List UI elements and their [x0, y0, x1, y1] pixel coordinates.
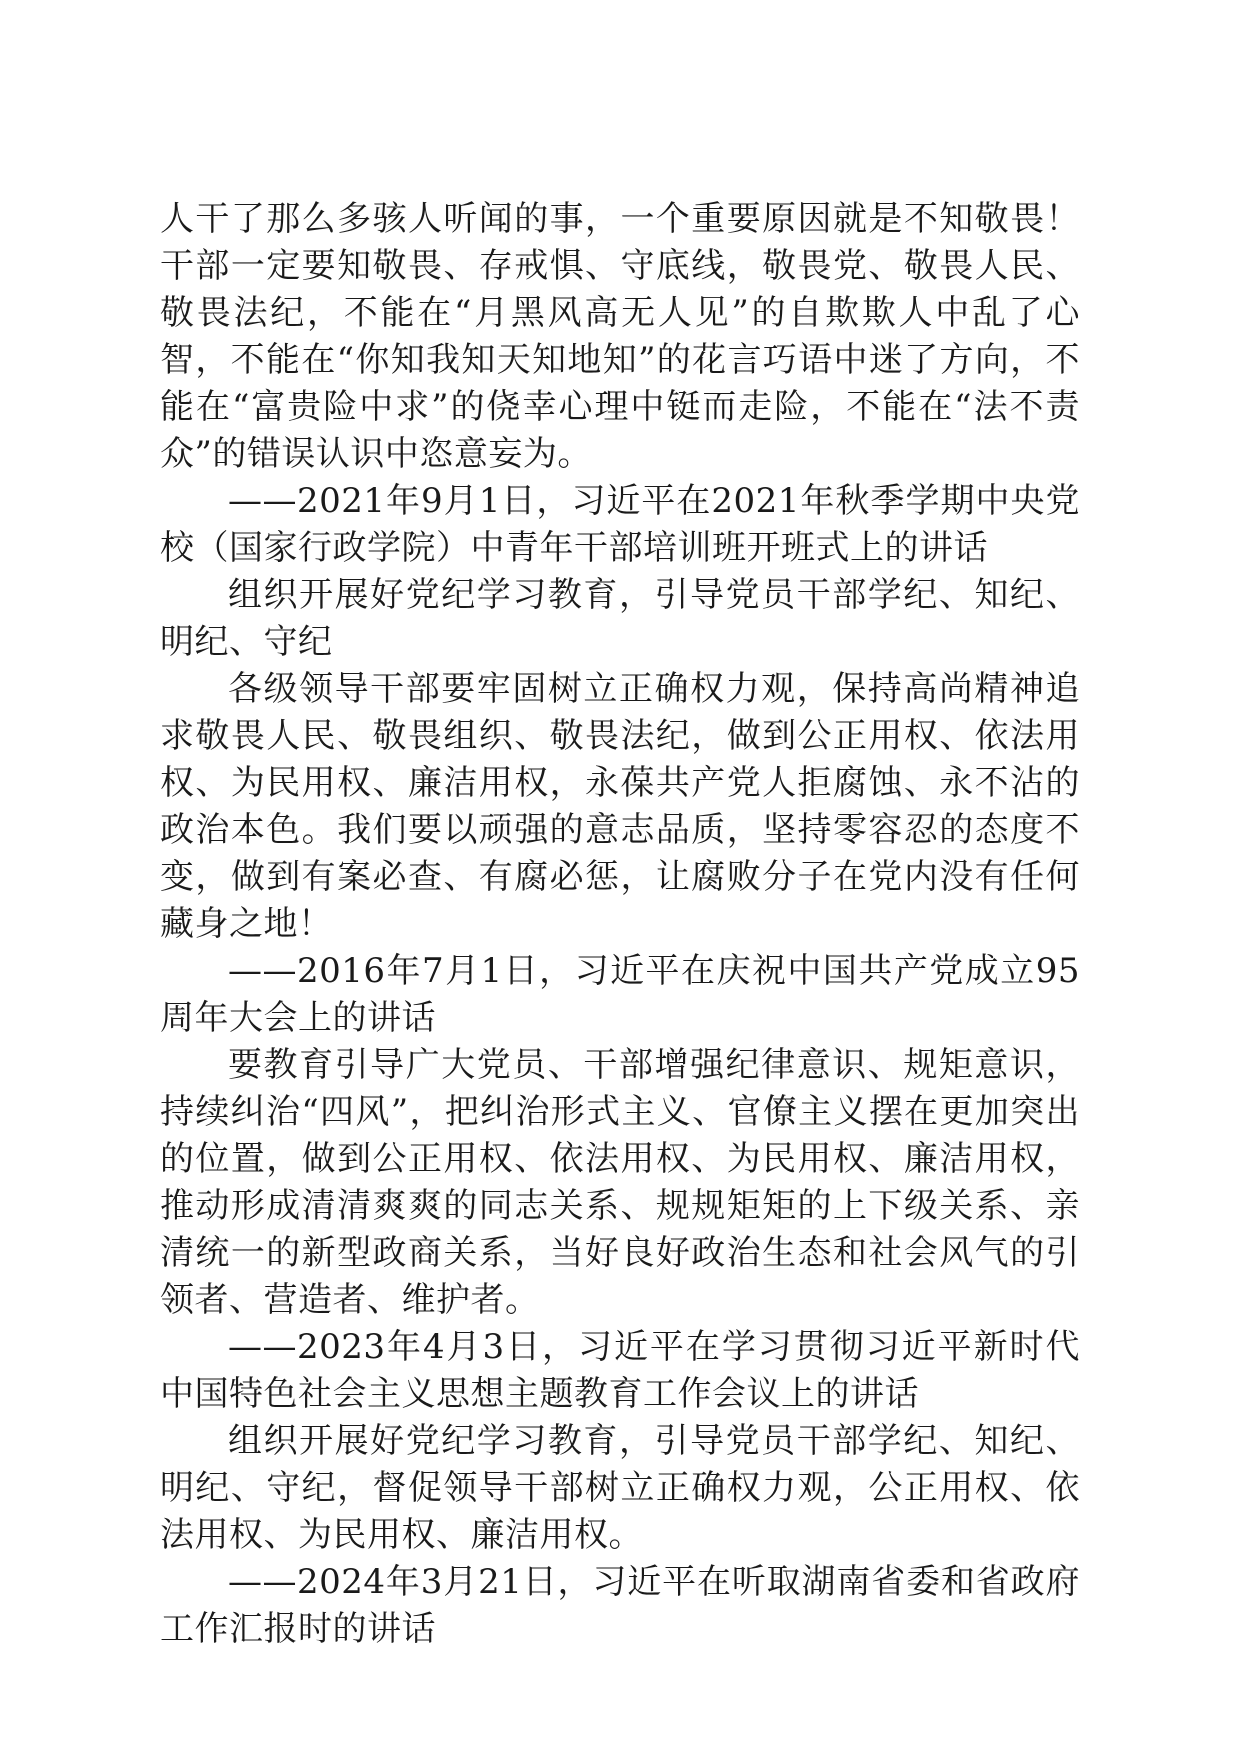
- paragraph: 各级领导干部要牢固树立正确权力观，保持高尚精神追求敬畏人民、敬畏组织、敬畏法纪，做到公正用权、依法用权、为民用权、廉洁用权，永葆共产党人拒腐蚀、永不沾的政治本色。我们要以顽强的意志品质，坚持零容忍的态度不变，做到有案必查、有腐必惩，让腐败分子在党内没有任何藏身之地！: [160, 669, 1080, 944]
- speech-source: ——2016年7月1日，习近平在庆祝中国共产党成立95周年大会上的讲话: [160, 951, 1080, 1038]
- paragraph: 组织开展好党纪学习教育，引导党员干部学纪、知纪、明纪、守纪，督促领导干部树立正确权力观，公正用权、依法用权、为民用权、廉洁用权。: [160, 1421, 1080, 1555]
- speech-source: ——2021年9月1日，习近平在2021年秋季学期中央党校（国家行政学院）中青年干部培训班开班式上的讲话: [160, 481, 1080, 568]
- section-heading: 组织开展好党纪学习教育，引导党员干部学纪、知纪、明纪、守纪: [160, 575, 1080, 662]
- speech-source: ——2023年4月3日，习近平在学习贯彻习近平新时代中国特色社会主义思想主题教育工作会议上的讲话: [160, 1327, 1080, 1414]
- document-body: [160, 196, 1080, 1653]
- paragraph: 要教育引导广大党员、干部增强纪律意识、规矩意识，持续纠治“四风”，把纠治形式主义、官僚主义摆在更加突出的位置，做到公正用权、依法用权、为民用权、廉洁用权，推动形成清清爽爽的同志关系、规规矩矩的上下级关系、亲清统一的新型政商关系，当好良好政治生态和社会风气的引领者、营造者、维护者。: [160, 1045, 1080, 1320]
- paragraph-continued: 人干了那么多骇人听闻的事，一个重要原因就是不知敬畏！干部一定要知敬畏、存戒惧、守底线，敬畏党、敬畏人民、敬畏法纪，不能在“月黑风高无人见”的自欺欺人中乱了心智，不能在“你知我知天知地知”的花言巧语中迷了方向，不能在“富贵险中求”的侥幸心理中铤而走险，不能在“法不责众”的错误认识中恣意妄为。: [160, 199, 1080, 474]
- speech-source: ——2024年3月21日，习近平在听取湖南省委和省政府工作汇报时的讲话: [160, 1562, 1080, 1649]
